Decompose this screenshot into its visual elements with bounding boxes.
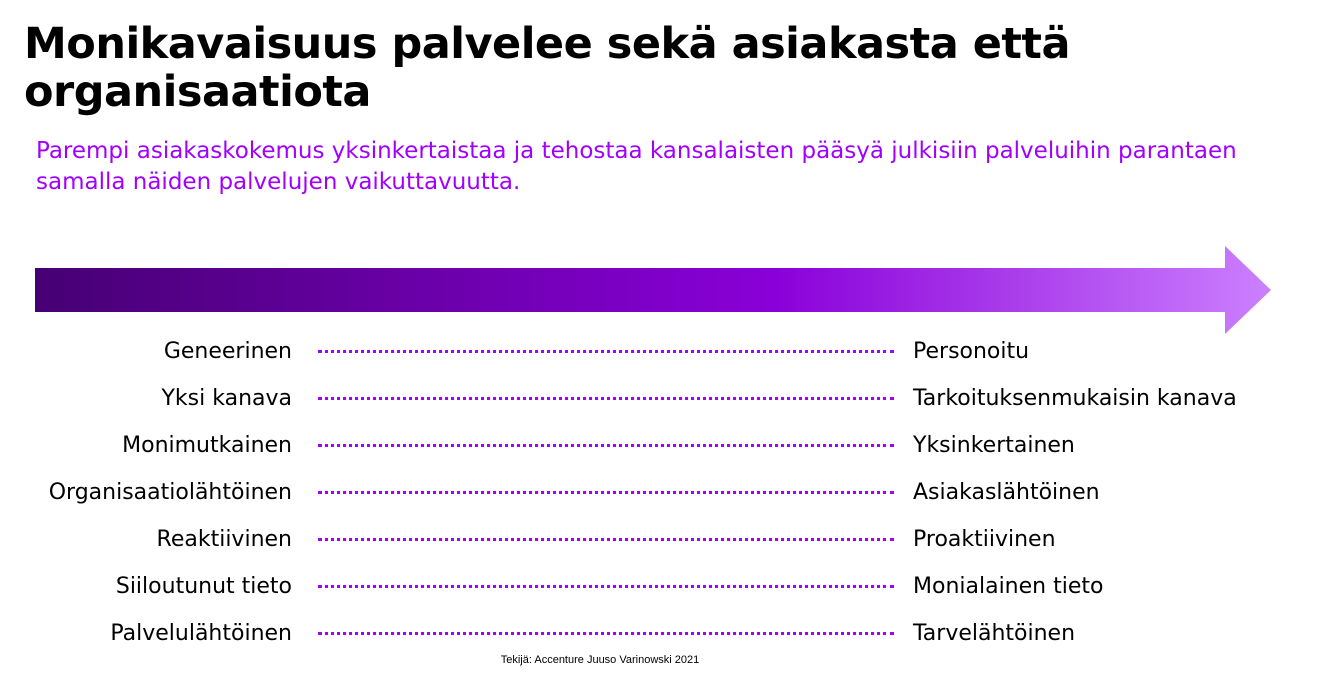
from-label: Monimutkainen	[122, 433, 292, 458]
credit-text: Tekijä: Accenture Juuso Varinowski 2021	[500, 654, 700, 666]
comparison-row	[0, 422, 1317, 469]
to-label: Proaktiivinen	[913, 527, 1056, 552]
dotted-connector	[318, 444, 894, 447]
comparison-row	[0, 469, 1317, 516]
to-label: Monialainen tieto	[913, 574, 1104, 599]
from-label: Siiloutunut tieto	[115, 574, 292, 599]
page-title: Monikavaisuus palvelee sekä asiakasta että organisaatiota	[24, 19, 1070, 117]
dotted-connector	[318, 632, 894, 635]
to-label: Tarvelähtöinen	[913, 621, 1076, 646]
page-subtitle: Parempi asiakaskokemus yksinkertaistaa ja tehostaa kansalaisten pääsyä julkisiin palveluihin parantaen samalla näiden palvelujen vaikuttavuutta.	[36, 138, 1237, 195]
from-label: Geneerinen	[163, 339, 292, 364]
dotted-connector	[318, 585, 894, 588]
comparison-row	[0, 375, 1317, 422]
dotted-connector	[318, 397, 894, 400]
dotted-connector	[318, 538, 894, 541]
arrow-shape	[35, 246, 1271, 334]
from-label: Reaktiivinen	[156, 527, 292, 552]
comparison-row	[0, 610, 1317, 657]
comparison-row	[0, 563, 1317, 610]
to-label: Personoitu	[913, 339, 1030, 364]
comparison-row	[0, 328, 1317, 375]
from-label: Organisaatiolähtöinen	[48, 480, 292, 505]
dotted-connector	[318, 350, 894, 353]
comparison-row	[0, 516, 1317, 563]
to-label: Tarkoituksenmukaisin kanava	[913, 386, 1237, 411]
to-label: Yksinkertainen	[913, 433, 1075, 458]
from-label: Yksi kanava	[161, 386, 292, 411]
gradient-arrow	[35, 246, 1271, 336]
from-label: Palvelulähtöinen	[110, 621, 292, 646]
dotted-connector	[318, 491, 894, 494]
to-label: Asiakaslähtöinen	[913, 480, 1100, 505]
